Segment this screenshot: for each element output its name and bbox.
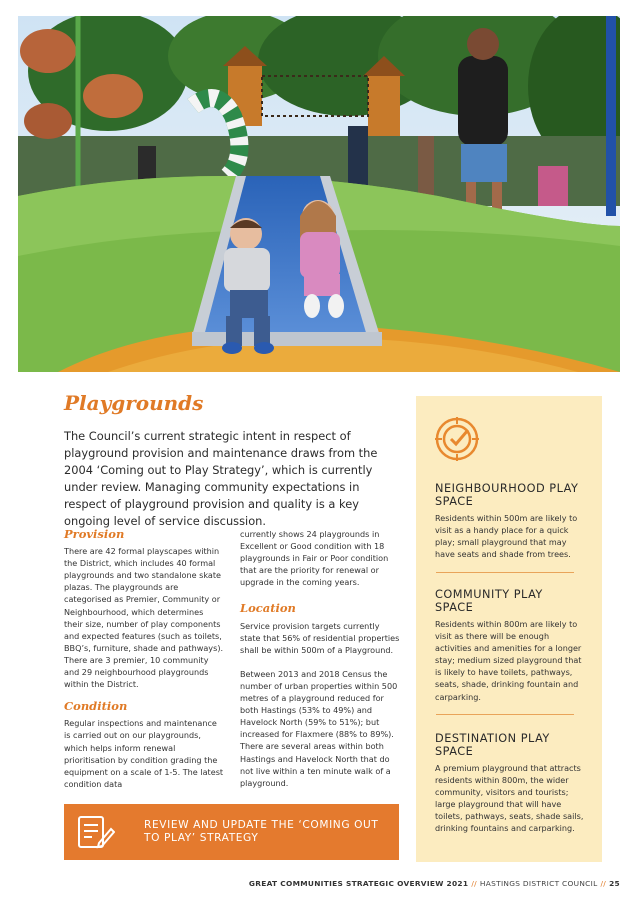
location-heading: Location <box>240 601 296 616</box>
condition-heading: Condition <box>64 699 128 714</box>
play-space-title: NEIGHBOURHOOD PLAY SPACE <box>435 482 579 508</box>
destination-play-space <box>435 732 585 835</box>
page-number: 25 <box>609 879 620 888</box>
banner-text: REVIEW AND UPDATE THE ‘COMING OUT TO PLAY’ STRATEGY <box>144 819 379 844</box>
target-icon <box>434 416 480 462</box>
left-column <box>64 528 224 800</box>
intro-paragraph: The Council’s current strategic intent in respect of playground provision and maintenance draws from the 2004 ‘Coming out to Play Strategy’, which is currently under review. Managing community expectations in respect of playground provision and quality is a key ongoing level of service discussion. <box>64 429 378 528</box>
condition-text-continued: currently shows 24 playgrounds in Excellent or Good condition with 18 playgrounds in Fair or Poor condition that are the priority for renewal or upgrade in the coming years. <box>240 529 389 588</box>
footer-org: HASTINGS DISTRICT COUNCIL <box>479 879 598 888</box>
playground-photo <box>18 16 620 372</box>
middle-column <box>240 528 400 799</box>
footer-separator: // <box>600 879 607 888</box>
footer-separator: // <box>471 879 477 888</box>
provision-text: There are 42 formal playscapes within the District, which includes 40 formal playgrounds and two standalone skate plazas. The playgrounds are categorised as Premier, Community or Neighbourhood, which determines their size, number of play components and expected features (such as toilets, BBQ’s, furniture, shade and pathways). There are 3 premier, 10 community and 29 neighbourhood playgrounds within the District. <box>64 546 224 690</box>
play-space-text: Residents within 500m are likely to visit as a handy place for a quick play; small playground that may have seats and shade from trees. <box>435 513 578 560</box>
community-play-space <box>435 588 585 703</box>
page-title: Playgrounds <box>64 391 204 415</box>
page-footer <box>249 879 620 888</box>
play-space-text: A premium playground that attracts residents within 800m, the wider community, visitors and tourists; large playground that will have toilets, pathways, seats, shade sails, drinking fountains and carparking. <box>435 763 584 834</box>
divider <box>436 714 574 715</box>
footer-doc-title: GREAT COMMUNITIES STRATEGIC OVERVIEW 2021 <box>248 879 469 888</box>
divider <box>436 572 574 573</box>
condition-text: Regular inspections and maintenance is carried out on our playgrounds, which helps inform renewal prioritisation by condition grading the equipment on a scale of 1-5. The latest condition data <box>64 718 224 789</box>
play-space-title: DESTINATION PLAY SPACE <box>435 732 550 758</box>
action-banner <box>64 804 399 860</box>
play-space-title: COMMUNITY PLAY SPACE <box>435 588 543 614</box>
play-space-sidebar <box>416 396 602 862</box>
strategy-document-icon <box>64 804 124 860</box>
provision-heading: Provision <box>64 527 125 541</box>
play-space-text: Residents within 800m are likely to visit as there will be enough activities and amenities for a longer stay; medium sized playground that is likely to have toilets, pathways, seats, shade, drinking fountain and carparking. <box>435 619 582 702</box>
location-text-2: Between 2013 and 2018 Census the number of urban properties within 500 metres of a playground reduced for both Hastings (53% to 49%) and Havelock North (59% to 51%); but increased for Flaxmere (88% to 89%). There are several areas within both Hastings and Havelock North that do not live within a ten minute walk of a playground. <box>240 668 398 788</box>
location-text-1: Service provision targets currently state that 56% of residential properties shall be within 500m of a Playground. <box>240 620 400 655</box>
neighbourhood-play-space <box>435 482 585 560</box>
